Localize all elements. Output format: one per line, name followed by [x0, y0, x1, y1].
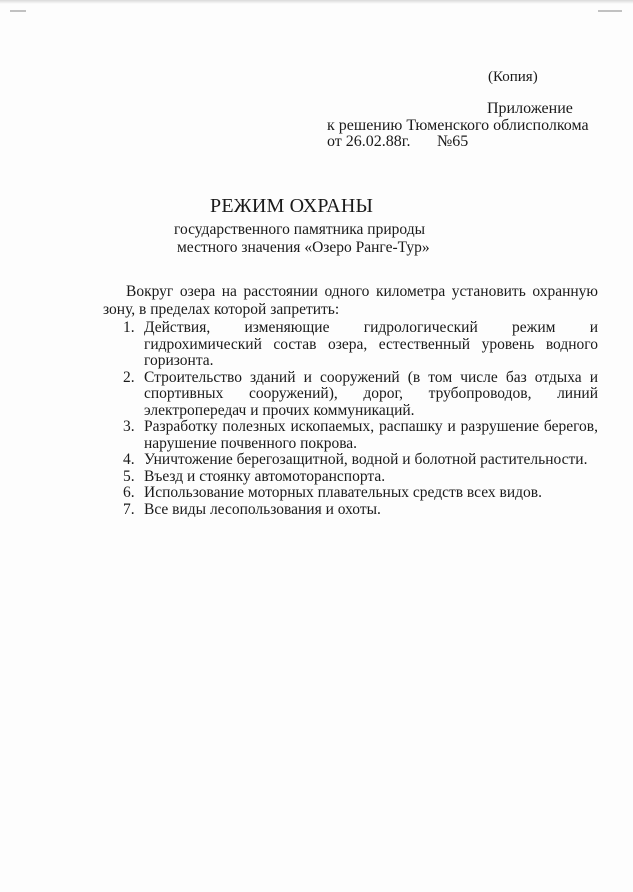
list-item [103, 419, 598, 452]
list-item-text: Въезд и стоянку автомоторанспорта. [144, 467, 386, 485]
list-item-text: Уничтожение берегозащитной, водной и болотной растительности. [144, 451, 588, 468]
scan-edge-shadow [0, 0, 633, 4]
copy-mark: (Копия) [488, 69, 538, 85]
list-item [103, 370, 598, 420]
intro-paragraph: Вокруг озера на расстоянии одного километра установить охранную зону, в пределах которой запретить: [103, 283, 598, 318]
list-item-number: 1. [123, 319, 135, 336]
list-item-text: Разработку полезных ископаемых, распашку и разрушение берегов, нарушение почвенного покрова. [144, 418, 598, 452]
prohibition-list [103, 320, 598, 518]
appendix-title: Приложение [487, 100, 573, 117]
appendix-number: №65 [437, 133, 469, 150]
list-item-text: Все виды лесопользования и охоты. [144, 500, 381, 518]
list-item-text: Использование моторных плавательных средств всех видов. [144, 484, 542, 501]
appendix-decision: к решению Тюменского облисполкома [327, 117, 589, 134]
list-item-number: 2. [123, 368, 135, 386]
appendix-date-line [327, 133, 469, 150]
list-item-text: Действия, изменяющие гидрологический режим и гидрохимический состав озера, естественный уровень водного горизонта. [144, 319, 598, 369]
list-item [103, 469, 598, 486]
document-title: РЕЖИМ ОХРАНЫ [210, 195, 374, 217]
list-item-text: Строительство зданий и сооружений (в том числе баз отдыха и спортивных сооружений), дорог, трубопроводов, линий электропередач и прочих коммуникаций. [144, 368, 598, 419]
list-item-number: 6. [123, 484, 135, 501]
list-item [103, 485, 598, 502]
scan-mark-left [10, 10, 26, 12]
list-item [103, 452, 598, 469]
list-item-number: 5. [123, 467, 135, 485]
list-item [103, 320, 598, 370]
list-item-number: 7. [123, 500, 135, 518]
document-subtitle-line1: государственного памятника природы [174, 221, 425, 238]
list-item-number: 4. [123, 451, 135, 468]
scan-mark-right [598, 10, 622, 12]
appendix-date: от 26.02.88г. [327, 133, 411, 150]
list-item-number: 3. [123, 418, 135, 435]
document-subtitle-line2: местного значения «Озеро Ранге-Тур» [177, 239, 430, 256]
list-item [103, 502, 598, 519]
